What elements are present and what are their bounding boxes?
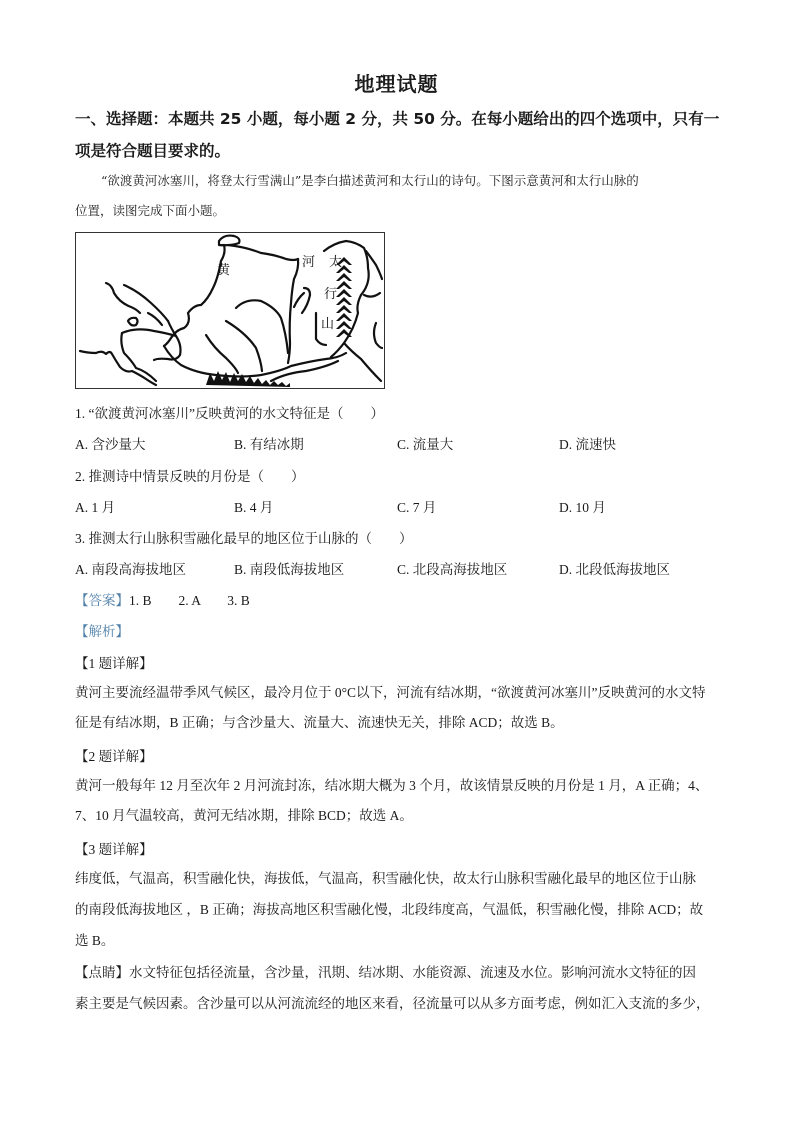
question-2-options	[0, 496, 793, 516]
q3-option-a[interactable]: A. 南段高海拔地区	[75, 562, 186, 577]
q3-option-b[interactable]: B. 南段低海拔地区	[234, 562, 345, 577]
q2-option-a[interactable]: A. 1 月	[75, 500, 116, 515]
q3-option-c[interactable]: C. 北段高海拔地区	[397, 562, 508, 577]
question-3-stem: 3. 推测太行山脉积雪融化最早的地区位于山脉的（ ）	[75, 531, 413, 546]
answer-label: 【答案】	[75, 593, 129, 608]
map-label-shan: 山	[321, 317, 335, 332]
section-heading-line1: 一、选择题：本题共 25 小题，每小题 2 分，共 50 分。在每小题给出的四个选项中，只有一	[75, 110, 720, 128]
q3-option-d[interactable]: D. 北段低海拔地区	[559, 562, 670, 577]
analysis-label: 【解析】	[75, 624, 129, 639]
tip-label: 【点睛】	[75, 965, 129, 980]
q1-option-a[interactable]: A. 含沙量大	[75, 437, 146, 452]
tip-text-1: 水文特征包括径流量，含沙量，汛期、结冰期、水能资源、流速及水位。影响河流水文特征的因	[129, 965, 696, 980]
q3-detail-line3: 选 B。	[75, 933, 115, 948]
q2-detail-line1: 黄河一般每年 12 月至次年 2 月河流封冻，结冰期大概为 3 个月，故该情景反映的月份是 1 月，A 正确；4、	[75, 778, 709, 793]
map-label-he: 河	[302, 255, 316, 270]
page-title: 地理试题	[354, 72, 439, 96]
intro-line2: 位置，读图完成下面小题。	[75, 203, 226, 218]
map-label-huang: 黄	[217, 263, 231, 278]
q2-option-b[interactable]: B. 4 月	[234, 500, 274, 515]
q1-detail-line2: 征是有结冰期，B 正确；与含沙量大、流量大、流速快无关，排除 ACD；故选 B。	[75, 715, 564, 730]
question-1-options	[0, 433, 793, 453]
q1-option-c[interactable]: C. 流量大	[397, 437, 454, 452]
q3-detail-line1: 纬度低，气温高，积雪融化快，海拔低，气温高，积雪融化快，故太行山脉积雪融化最早的地区位于山脉	[75, 871, 696, 886]
q1-option-b[interactable]: B. 有结冰期	[234, 437, 304, 452]
q1-detail-line1: 黄河主要流经温带季风气候区，最冷月位于 0°C以下，河流有结冰期，“欲渡黄河冰塞川”反映黄河的水文特	[75, 685, 706, 700]
answer-values: 1. B 2. A 3. B	[129, 593, 250, 608]
q2-option-d[interactable]: D. 10 月	[559, 500, 606, 515]
question-3-options	[0, 558, 793, 578]
question-2-stem: 2. 推测诗中情景反映的月份是（ ）	[75, 469, 305, 484]
intro-line1: “欲渡黄河冰塞川，将登太行雪满山”是李白描述黄河和太行山的诗句。下图示意黄河和太行山脉的	[101, 173, 639, 188]
tip-line2: 素主要是气候因素。含沙量可以从河流流经的地区来看，径流量可以从多方面考虑，例如汇入支流的多少，	[75, 996, 710, 1011]
answer-row	[75, 589, 725, 609]
map-label-hang: 行	[324, 287, 338, 302]
q1-option-d[interactable]: D. 流速快	[559, 437, 616, 452]
section-heading-line2: 项是符合题目要求的。	[75, 142, 231, 160]
q3-detail-line2: 的南段低海拔地区 ，B 正确；海拔高地区积雪融化慢，北段纬度高，气温低，积雪融化慢，排除 ACD；故	[75, 902, 704, 917]
tip-line1	[75, 958, 725, 988]
map-label-tai: 太	[329, 255, 343, 270]
q2-option-c[interactable]: C. 7 月	[397, 500, 437, 515]
question-1-stem: 1. “欲渡黄河冰塞川”反映黄河的水文特征是（ ）	[75, 406, 384, 421]
q2-detail-heading: 【2 题详解】	[75, 749, 153, 764]
yellow-river-taihang-map	[75, 232, 385, 389]
q1-detail-heading: 【1 题详解】	[75, 656, 153, 671]
q3-detail-heading: 【3 题详解】	[75, 842, 153, 857]
q2-detail-line2: 7、10 月气温较高，黄河无结冰期，排除 BCD；故选 A。	[75, 808, 413, 823]
